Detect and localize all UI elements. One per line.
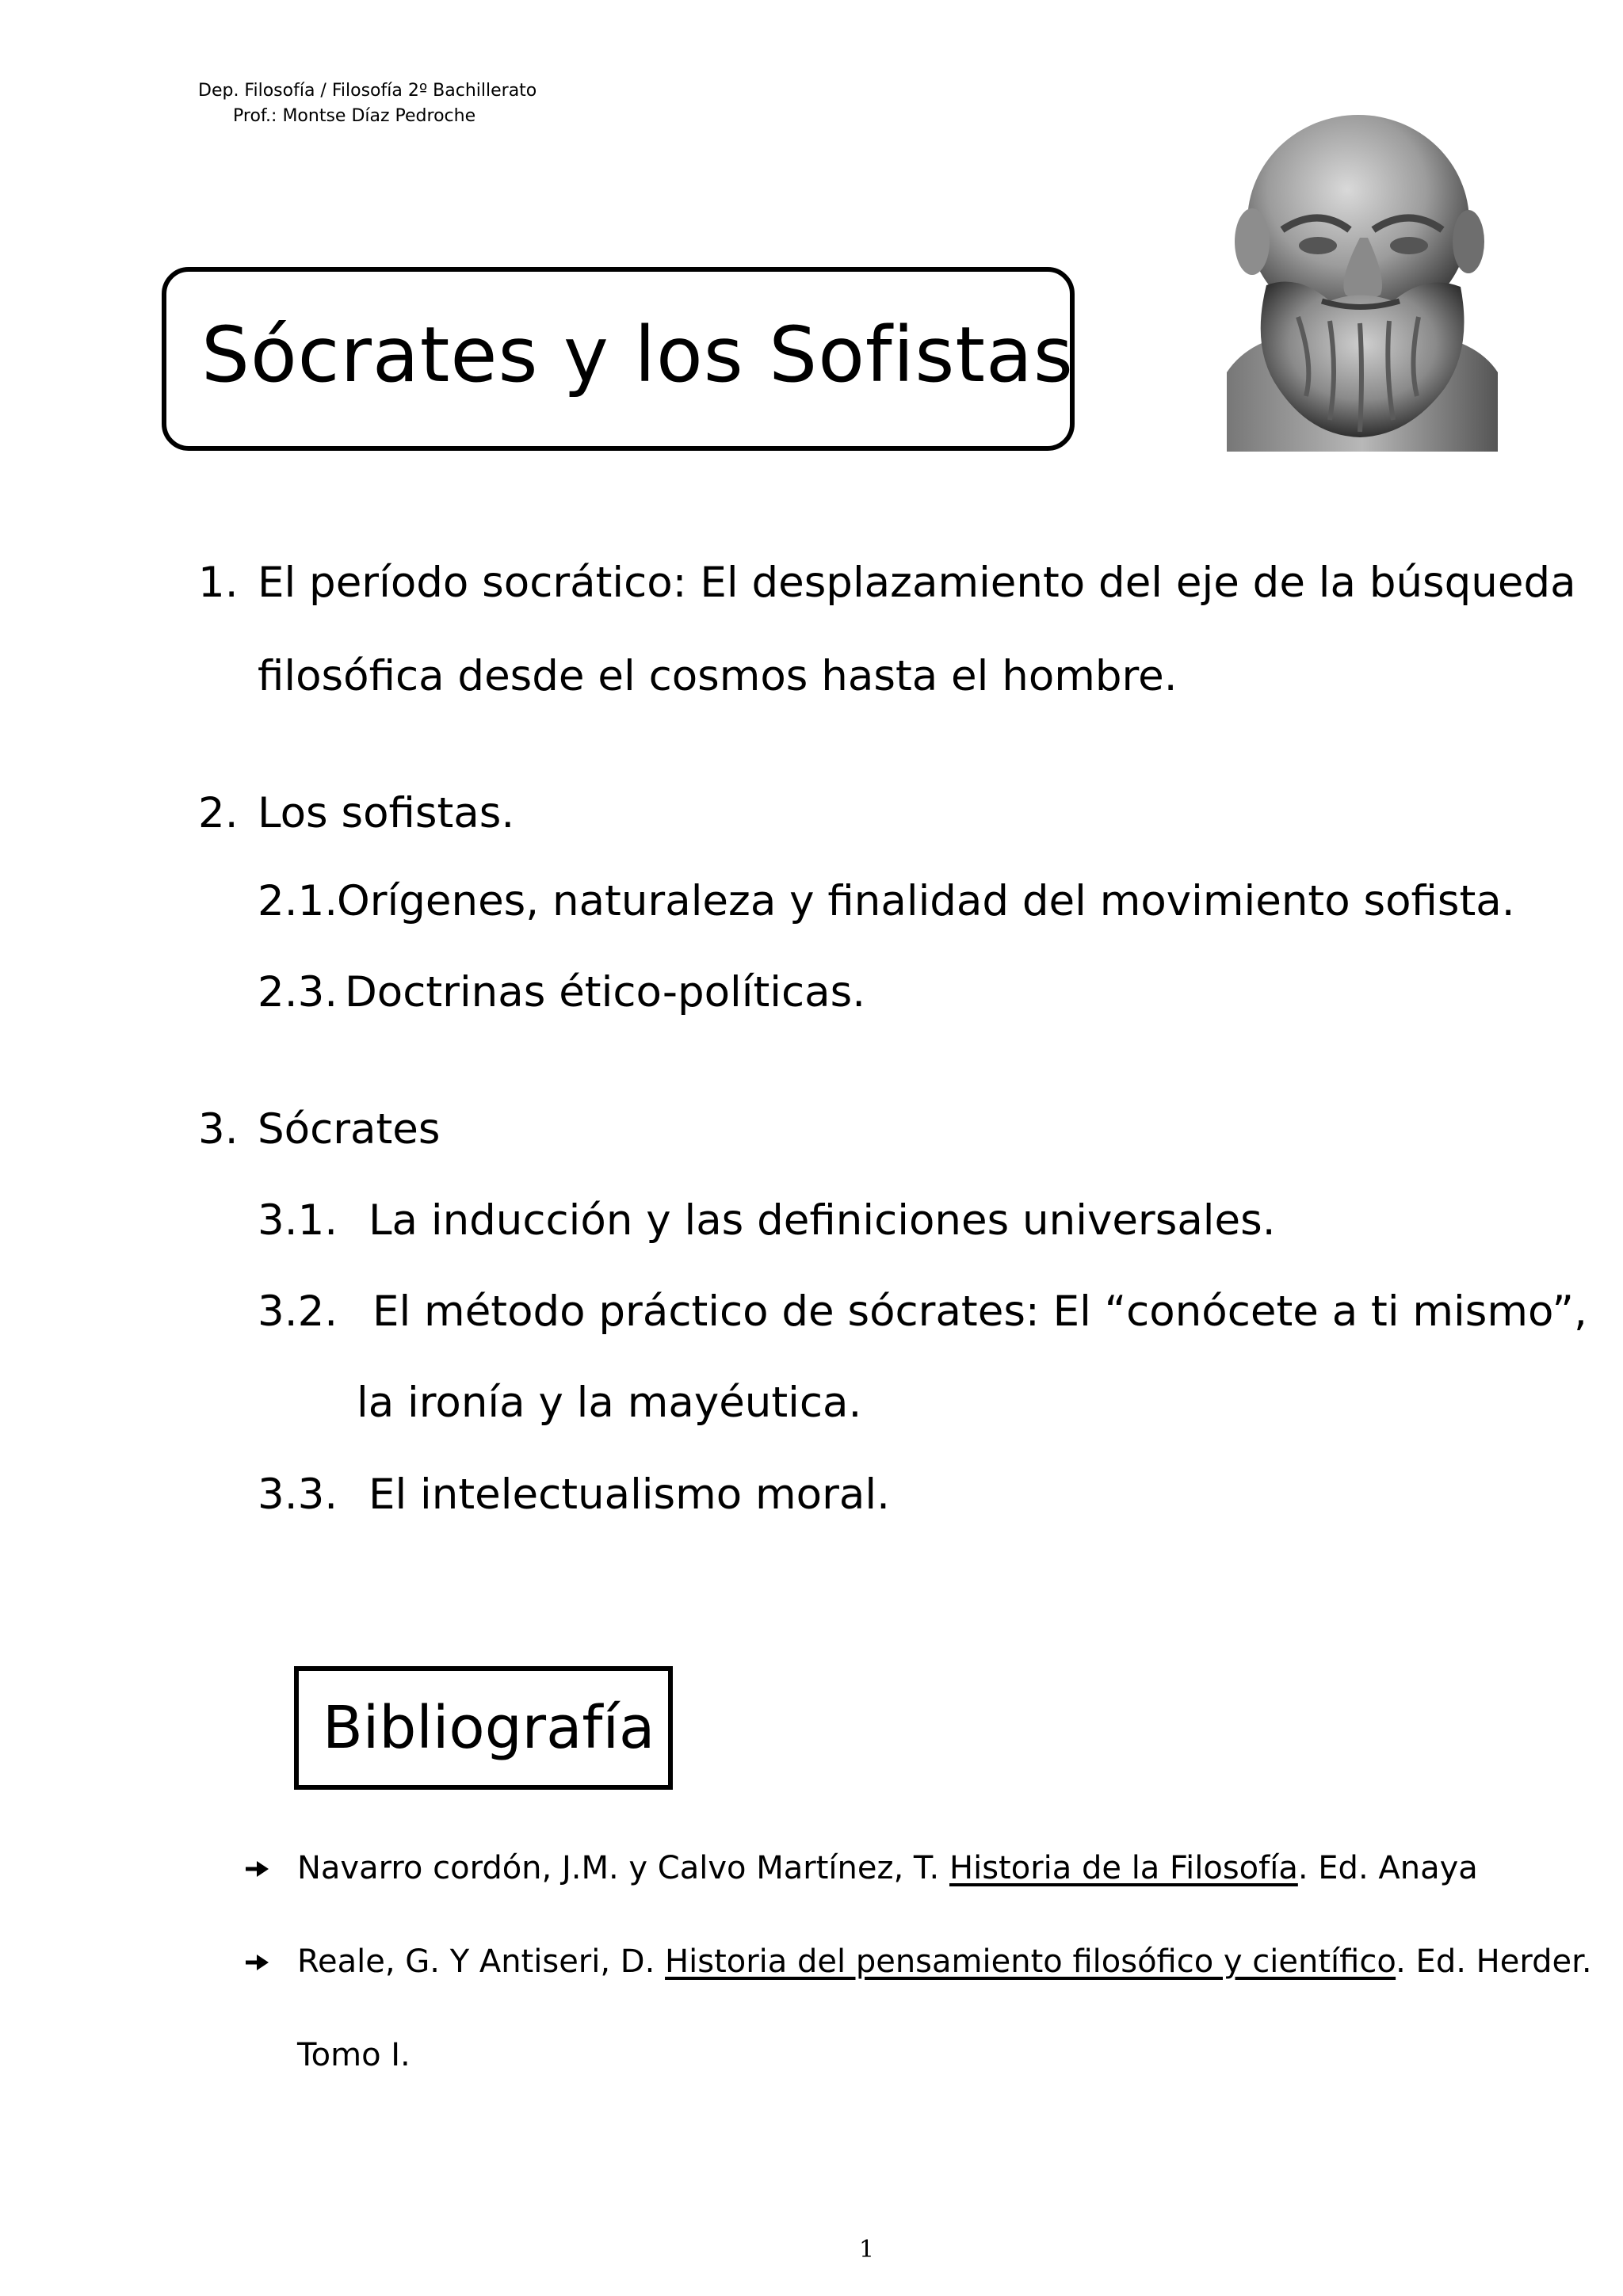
outline-item-2: Los sofistas. [258,789,515,837]
outline-subitem-2-3: Doctrinas ético-políticas. [345,968,866,1016]
outline-item-1-continuation: filosófica desde el cosmos hasta el hombre. [258,652,1178,700]
entry-2-work-title: Historia del pensamiento filosófico y científico [665,1943,1396,1980]
entry-1-publisher: . Ed. Anaya [1297,1850,1478,1886]
department-line: Dep. Filosofía / Filosofía 2º Bachillerato [198,81,537,101]
outline-subitem-3-2-continuation: la ironía y la mayéutica. [357,1379,862,1427]
outline-number-3-3: 3.3. [258,1470,338,1519]
outline-item-3: Sócrates [258,1105,441,1154]
outline-number-2-1: 2.1. [258,877,338,925]
bibliography-entry-2 [297,1943,1592,1981]
outline-number-2-3: 2.3. [258,968,338,1016]
page-number: 1 [859,2236,875,2264]
socrates-bust-image [1219,111,1506,452]
arrow-right-icon [244,1952,271,1973]
bibliography-box [294,1666,673,1790]
entry-1-work-title: Historia de la Filosofía [949,1850,1298,1886]
professor-line: Prof.: Montse Díaz Pedroche [233,106,476,126]
outline-item-1: El período socrático: El desplazamiento del eje de la búsqueda [258,559,1576,607]
outline-number-3-1: 3.1. [258,1196,338,1245]
bibliography-entry-2-continuation: Tomo I. [297,2037,411,2073]
outline-subitem-3-3: El intelectualismo moral. [369,1470,890,1519]
entry-1-authors: Navarro cordón, J.M. y Calvo Martínez, T. [297,1850,949,1886]
outline-number-1: 1. [198,559,239,607]
outline-subitem-3-2: El método práctico de sócrates: El “conócete a ti mismo”, [372,1287,1587,1336]
entry-2-publisher: . Ed. Herder. [1396,1943,1592,1980]
outline-number-2: 2. [198,789,239,837]
outline-number-3-2: 3.2. [258,1287,338,1336]
page-title: Sócrates y los Sofistas [201,311,1074,399]
outline-subitem-2-1: Orígenes, naturaleza y finalidad del movimiento sofista. [337,877,1515,925]
title-box [162,267,1075,451]
entry-2-authors: Reale, G. Y Antiseri, D. [297,1943,666,1980]
bibliography-entry-1 [297,1849,1478,1887]
outline-number-3: 3. [198,1105,239,1154]
arrow-right-icon [244,1859,271,1879]
outline-subitem-3-1: La inducción y las definiciones universales. [369,1196,1276,1245]
bibliography-heading: Bibliografía [323,1694,655,1762]
